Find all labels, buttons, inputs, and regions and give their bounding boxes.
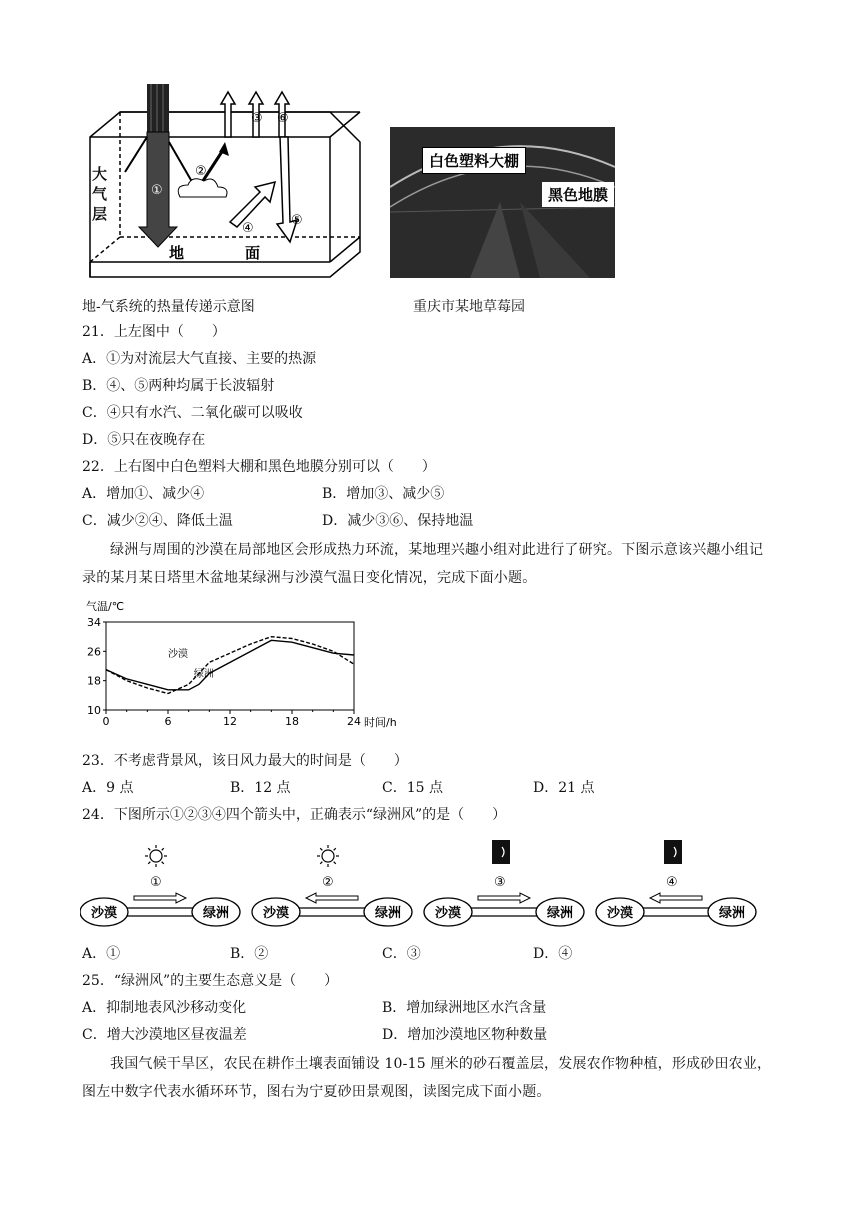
desert-label: 沙漠 <box>606 906 634 921</box>
sun-icon <box>145 845 167 867</box>
oasis-label: 绿洲 <box>202 906 230 921</box>
series-label-oasis: 绿洲 <box>193 669 214 680</box>
series-line-oasis <box>106 640 354 690</box>
marker-3: ③ <box>251 111 263 126</box>
wind-arrow <box>134 893 186 903</box>
ground-label-2: 面 <box>245 244 261 262</box>
panel-marker: ② <box>322 875 334 890</box>
marker-2: ② <box>195 164 207 179</box>
q21-option-c: C．④只有水汽、二氧化碳可以吸收 <box>82 405 303 421</box>
atmosphere-label: 大气层 <box>92 165 108 223</box>
q24-option-a: A．① <box>82 946 121 962</box>
q22-option-d: D．减少③⑥、保持地温 <box>322 513 474 529</box>
figure-right-caption: 重庆市某地草莓园 <box>413 299 525 315</box>
q24-option-d: D．④ <box>533 946 573 962</box>
q25-option-a: A．抑制地表风沙移动变化 <box>82 1000 247 1016</box>
chart-ylabel: 气温/℃ <box>86 600 125 613</box>
marker-5: ⑤ <box>291 213 303 228</box>
film-label: 黑色地膜 <box>542 182 614 207</box>
q21-option-b: B．④、⑤两种均属于长波辐射 <box>82 378 275 394</box>
q23-option-c: C．15 点 <box>382 780 443 796</box>
wind-panel-4 <box>596 840 756 926</box>
q25-option-b: B．增加绿洲地区水汽含量 <box>382 1000 547 1016</box>
wind-arrow <box>306 893 358 903</box>
wind-arrow <box>478 893 530 903</box>
y-tick-label: 18 <box>87 674 101 688</box>
wind-panel-3 <box>424 840 584 926</box>
intro-paragraph-1: 绿洲与周围的沙漠在局部地区会形成热力环流，某地理兴趣小组对此进行了研究。下图示意该兴趣小组记录的某月某日塔里木盆地某绿洲与沙漠气温日变化情况，完成下面小题。 <box>82 542 764 586</box>
q22-option-a: A．增加①、减少④ <box>82 486 205 502</box>
heat-transfer-diagram <box>85 82 365 282</box>
x-tick-label: 0 <box>102 715 110 728</box>
q25-option-c: C．增大沙漠地区昼夜温差 <box>82 1027 247 1043</box>
y-tick-label: 26 <box>87 645 101 659</box>
q21-stem: 21．上左图中（ ） <box>82 324 226 340</box>
sun-icon <box>317 845 339 867</box>
plot-frame <box>106 622 354 710</box>
marker-6: ⑥ <box>277 111 289 126</box>
panel-marker: ③ <box>494 875 506 890</box>
q23-stem: 23．不考虑背景风，该日风力最大的时间是（ ） <box>82 753 408 769</box>
oasis-wind-panels <box>80 834 770 934</box>
desert-label: 沙漠 <box>90 906 118 921</box>
marker-4: ④ <box>242 221 254 236</box>
wind-arrow <box>650 893 702 903</box>
q23-option-d: D．21 点 <box>533 780 595 796</box>
x-tick-label: 6 <box>164 715 172 728</box>
moon-icon <box>664 840 682 864</box>
desert-label: 沙漠 <box>262 906 290 921</box>
figure-left-caption: 地-气系统的热量传递示意图 <box>82 299 255 315</box>
oasis-label: 绿洲 <box>546 906 574 921</box>
temperature-chart <box>82 596 402 732</box>
q24-stem: 24．下图所示①②③④四个箭头中，正确表示“绿洲风”的是（ ） <box>82 807 507 823</box>
q25-stem: 25．“绿洲风”的主要生态意义是（ ） <box>82 973 339 989</box>
wind-panel-2 <box>252 845 412 926</box>
desert-label: 沙漠 <box>434 906 462 921</box>
y-tick-label: 34 <box>87 616 101 629</box>
oasis-label: 绿洲 <box>374 906 402 921</box>
y-tick-label: 10 <box>87 704 101 717</box>
chart-xlabel: 时间/h <box>364 716 397 729</box>
x-tick-label: 12 <box>223 715 237 728</box>
q24-option-c: C．③ <box>382 946 421 962</box>
panel-marker: ① <box>150 875 162 890</box>
marker-1: ① <box>151 183 163 198</box>
oasis-label: 绿洲 <box>718 906 746 921</box>
q23-option-a: A．9 点 <box>82 780 134 796</box>
x-tick-label: 18 <box>285 715 299 728</box>
series-line-desert <box>106 637 354 694</box>
panel-marker: ④ <box>666 875 678 890</box>
moon-icon <box>492 840 510 864</box>
q23-option-b: B．12 点 <box>230 780 291 796</box>
q24-option-b: B．② <box>230 946 269 962</box>
wind-panel-1 <box>80 845 240 926</box>
q22-stem: 22．上右图中白色塑料大棚和黑色地膜分别可以（ ） <box>82 459 436 475</box>
intro-paragraph-2: 我国气候干旱区，农民在耕作土壤表面铺设 10-15 厘米的砂石覆盖层，发展农作物种植，形成砂田农业，图左中数字代表水循环环节，图右为宁夏砂田景观图，读图完成下面小题。 <box>82 1056 772 1100</box>
q21-option-d: D．⑤只在夜晚存在 <box>82 432 206 448</box>
ground-label-1: 地 <box>169 244 185 262</box>
x-tick-label: 24 <box>347 715 361 728</box>
q22-option-c: C．减少②④、降低土温 <box>82 513 233 529</box>
q22-option-b: B．增加③、减少⑤ <box>322 486 445 502</box>
series-label-desert: 沙漠 <box>168 648 188 660</box>
greenhouse-photo <box>390 127 615 278</box>
greenhouse-label: 白色塑料大棚 <box>422 147 526 174</box>
q21-option-a: A．①为对流层大气直接、主要的热源 <box>82 351 317 367</box>
q25-option-d: D．增加沙漠地区物种数量 <box>382 1027 548 1043</box>
